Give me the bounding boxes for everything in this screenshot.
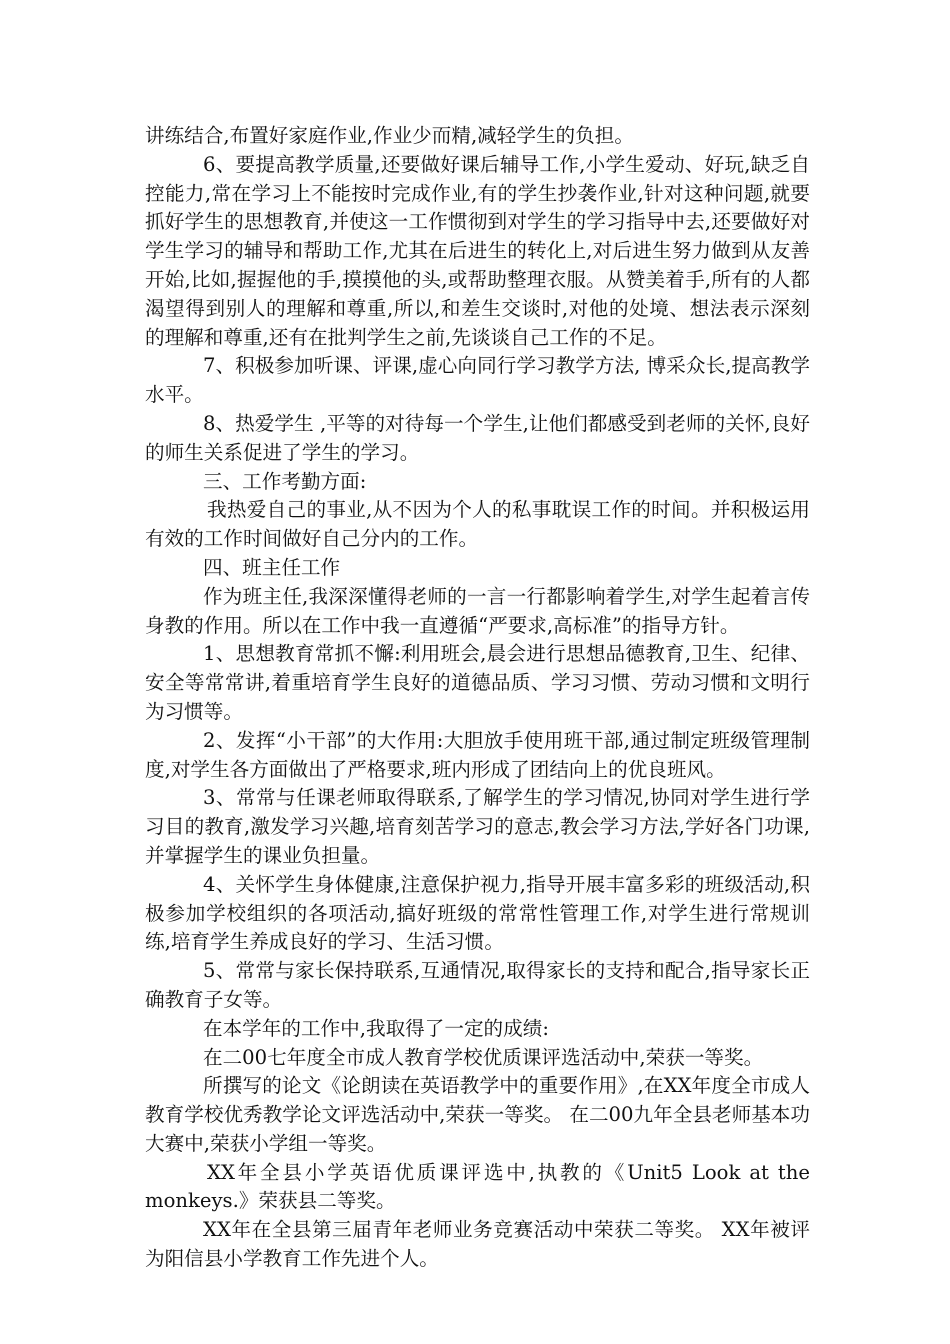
paragraph-achievement-3: XX年全县小学英语优质课评选中,执教的《Unit5 Look at the monkeys.》荣获县二等奖。 xyxy=(145,1160,810,1213)
paragraph-class-item-1: 1、思想教育常抓不懈:利用班会,晨会进行思想品德教育,卫生、纪律、安全等常常讲,着重培育学生良好的道德品质、学习习惯、劳动习惯和文明行为习惯等。 xyxy=(145,642,810,723)
paragraph-item-8: 8、热爱学生 ,平等的对待每一个学生,让他们都感受到老师的关怀,良好的师生关系促进了学生的学习。 xyxy=(145,411,810,464)
document-body xyxy=(145,122,810,1274)
paragraph-class-item-4: 4、关怀学生身体健康,注意保护视力,指导开展丰富多彩的班级活动,积极参加学校组织的各项活动,搞好班级的常常性管理工作,对学生进行常规训练,培育学生养成良好的学习、生活习惯。 xyxy=(145,872,810,954)
section-heading-head-teacher: 四、班主任工作 xyxy=(203,555,341,579)
paragraph-head-teacher-intro: 作为班主任,我深深懂得老师的一言一行都影响着学生,对学生起着言传身教的作用。所以在工作中我一直遵循“严要求,高标准”的指导方针。 xyxy=(145,584,810,637)
paragraph-achievement-2: 所撰写的论文《论朗读在英语教学中的重要作用》,在XX年度全市成人教育学校优秀教学论文评选活动中,荣获一等奖。 在二00九年全县老师基本功大赛中,荣获小学组一等奖。 xyxy=(145,1074,810,1155)
section-heading-attendance: 三、工作考勤方面: xyxy=(203,469,367,493)
paragraph-class-item-3: 3、常常与任课老师取得联系,了解学生的学习情况,协同对学生进行学习目的教育,激发学习兴趣,培育刻苦学习的意志,教会学习方法,学好各门功课,并掌握学生的课业负担量。 xyxy=(145,786,810,867)
paragraph-attendance: 我热爱自己的事业,从不因为个人的私事耽误工作的时间。并积极运用有效的工作时间做好自己分内的工作。 xyxy=(145,498,810,551)
paragraph-achievement-1: 在二00七年度全市成人教育学校优质课评选活动中,荣获一等奖。 xyxy=(203,1045,764,1069)
paragraph-class-item-2: 2、发挥“小干部”的大作用:大胆放手使用班干部,通过制定班级管理制度,对学生各方面做出了严格要求,班内形成了团结向上的优良班风。 xyxy=(145,728,810,781)
paragraph-class-item-5: 5、常常与家长保持联系,互通情况,取得家长的支持和配合,指导家长正确教育子女等。 xyxy=(145,959,810,1011)
paragraph-achievements-intro: 在本学年的工作中,我取得了一定的成绩: xyxy=(203,1016,549,1040)
paragraph-continuation: 讲练结合,布置好家庭作业,作业少而精,减轻学生的负担。 xyxy=(145,124,634,147)
paragraph-item-6: 6、要提高教学质量,还要做好课后辅导工作,小学生爱动、好玩,缺乏自控能力,常在学习上不能按时完成作业,有的学生抄袭作业,针对这种问题,就要抓好学生的思想教育,并使这一工作惯彻到对学生的学习指导中去,还要做好对学生学习的辅导和帮助工作,尤其在后进生的转化上,对后进生努力做到从友善开始,比如,握握他的手,摸摸他的头,或帮助整理衣服。从赞美着手,所有的人都渴望得到别人的理解和尊重,所以,和差生交谈时,对他的处境、想法表示深刻的理解和尊重,还有在批判学生之前,先谈谈自己工作的不足。 xyxy=(145,152,810,349)
paragraph-item-7: 7、积极参加听课、评课,虚心向同行学习教学方法, 博采众长,提高教学水平。 xyxy=(145,354,810,407)
paragraph-achievement-4: XX年在全县第三届青年老师业务竞赛活动中荣获二等奖。 XX年被评为阳信县小学教育工作先进个人。 xyxy=(145,1218,810,1271)
